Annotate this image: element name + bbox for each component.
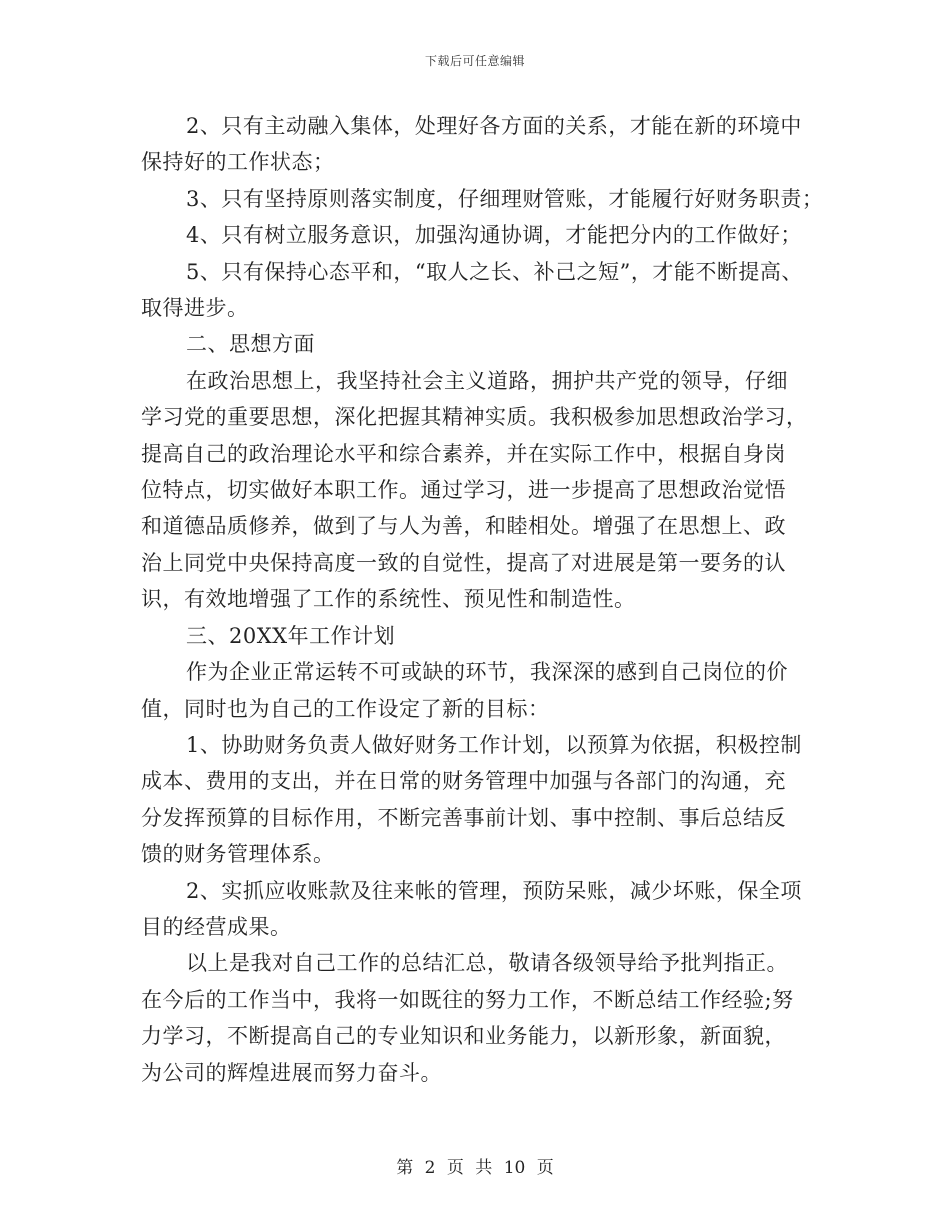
page-number: 第 2 页 共 10 页 [396, 1158, 554, 1178]
paragraph-line: 提高自己的政治理论水平和综合素养，并在实际工作中，根据自身岗 [141, 441, 786, 466]
paragraph-line: 2、实抓应收账款及往来帐的管理，预防呆账，减少坏账，保全项 [186, 878, 802, 903]
page-header-note: 下载后可任意编辑 [424, 54, 525, 68]
paragraph-line: 为公司的辉煌进展而努力奋斗。 [141, 1060, 442, 1085]
paragraph-line: 识，有效地增强了工作的系统性、预见性和制造性。 [141, 587, 636, 612]
paragraph-line: 以上是我对自己工作的总结汇总，敬请各级领导给予批判指正。 [186, 951, 788, 976]
paragraph-line: 1、协助财务负责人做好财务工作计划，以预算为依据，积极控制 [186, 732, 802, 757]
paragraph-line: 力学习，不断提高自己的专业知识和业务能力，以新形象，新面貌， [141, 1024, 786, 1049]
paragraph-line: 在今后的工作当中，我将一如既往的努力工作，不断总结工作经验;努 [141, 987, 794, 1012]
paragraph-line: 位特点，切实做好本职工作。通过学习，进一步提高了思想政治觉悟 [141, 478, 786, 503]
paragraph-line: 治上同党中央保持高度一致的自觉性，提高了对进展是第一要务的认 [141, 550, 786, 575]
paragraph-line: 5、只有保持心态平和，“取人之长、补己之短”，才能不断提高、 [186, 259, 803, 284]
paragraph-line: 值，同时也为自己的工作设定了新的目标： [141, 696, 550, 721]
paragraph-line: 3、只有坚持原则落实制度，仔细理财管账，才能履行好财务职责； [186, 186, 824, 211]
paragraph-line: 目的经营成果。 [141, 914, 292, 939]
paragraph-line: 学习党的重要思想，深化把握其精神实质。我积极参加思想政治学习， [141, 405, 808, 430]
paragraph-line: 成本、费用的支出，并在日常的财务管理中加强与各部门的沟通，充 [141, 769, 786, 794]
paragraph-line: 4、只有树立服务意识，加强沟通协调，才能把分内的工作做好； [186, 223, 802, 248]
paragraph-line: 2、只有主动融入集体，处理好各方面的关系，才能在新的环境中 [186, 114, 802, 138]
document-body [141, 108, 841, 1091]
paragraph-line: 取得进步。 [141, 296, 249, 321]
paragraph-line: 和道德品质修养，做到了与人为善，和睦相处。增强了在思想上、政 [141, 514, 786, 539]
paragraph-line: 保持好的工作状态； [141, 150, 335, 175]
section-heading: 三、20XX年工作计划 [186, 623, 396, 648]
paragraph-line: 分发挥预算的目标作用，不断完善事前计划、事中控制、事后总结反 [141, 805, 786, 830]
paragraph-line: 馈的财务管理体系。 [141, 842, 335, 867]
paragraph-line: 作为企业正常运转不可或缺的环节，我深深的感到自己岗位的价 [186, 660, 788, 685]
paragraph-line: 在政治思想上，我坚持社会主义道路，拥护共产党的领导，仔细 [186, 368, 788, 393]
section-heading: 二、思想方面 [186, 332, 315, 357]
